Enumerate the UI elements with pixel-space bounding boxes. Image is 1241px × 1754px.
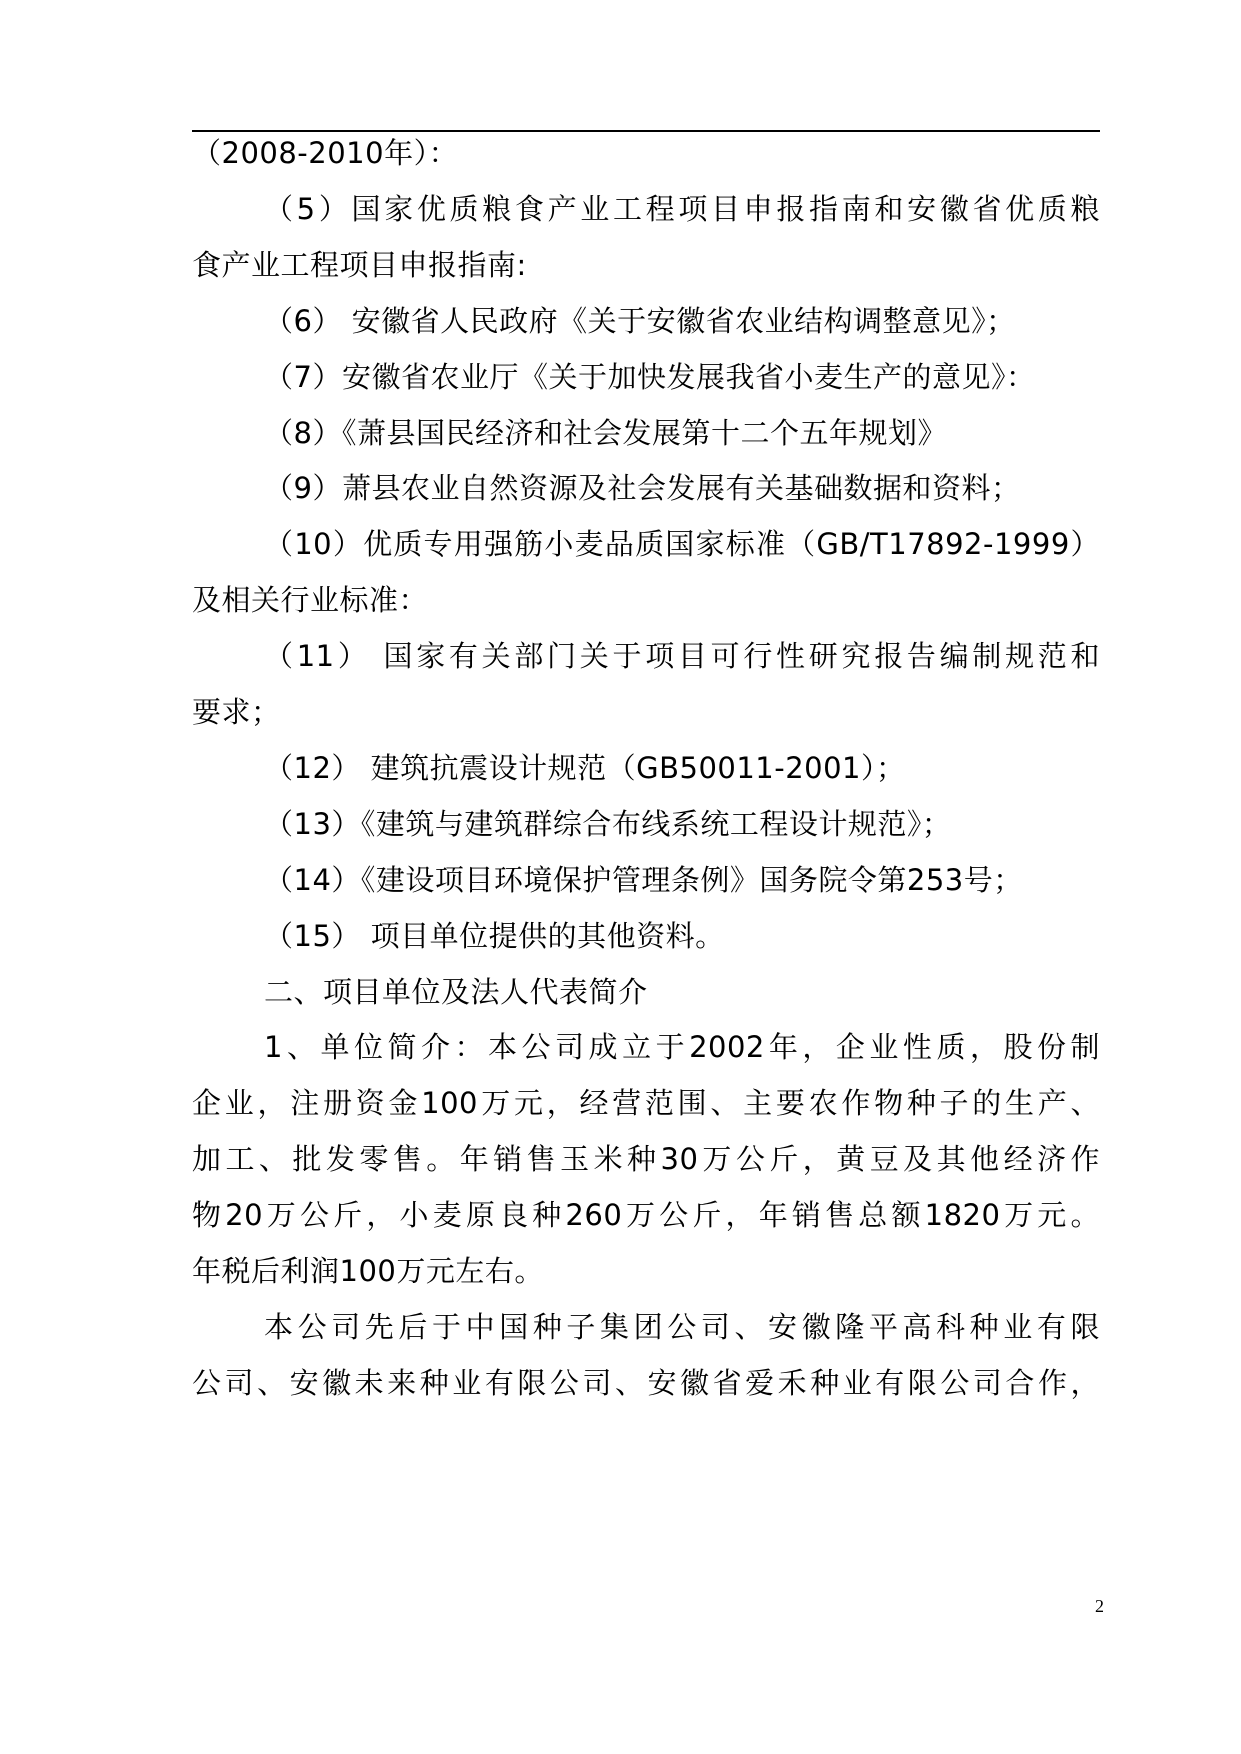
text-line: 企业，注册资金100万元，经营范围、主要农作物种子的生产、 — [192, 1086, 1100, 1121]
text-line: （6） 安徽省人民政府《关于安徽省农业结构调整意见》； — [264, 303, 1016, 338]
text-line: （5）国家优质粮食产业工程项目申报指南和安徽省优质粮 — [264, 191, 1100, 226]
page-number: 2 — [1095, 1596, 1104, 1616]
text-line: （2008-2010年）： — [192, 136, 459, 170]
text-line: （13）《建筑与建筑群综合布线系统工程设计规范》； — [264, 806, 952, 841]
text-line: 加工、批发零售。年销售玉米种30万公斤，黄豆及其他经济作 — [192, 1142, 1100, 1177]
text-line: （11） 国家有关部门关于项目可行性研究报告编制规范和 — [264, 639, 1100, 674]
text-line: （9）萧县农业自然资源及社会发展有关基础数据和资料； — [264, 471, 1021, 506]
text-line: （10）优质专用强筋小麦品质国家标准（GB/T17892-1999） — [264, 527, 1100, 562]
text-line: （14）《建设项目环境保护管理条例》国务院令第253号； — [264, 862, 1023, 897]
text-line: 年税后利润100万元左右。 — [192, 1254, 544, 1288]
text-line: 物20万公斤，小麦原良种260万公斤，年销售总额1820万元。 — [192, 1198, 1100, 1233]
text-line: （15） 项目单位提供的其他资料。 — [264, 918, 725, 953]
text-line: 二、项目单位及法人代表简介 — [264, 974, 648, 1009]
text-line: 本公司先后于中国种子集团公司、安徽隆平高科种业有限 — [264, 1309, 1100, 1344]
text-line: 1、单位简介：本公司成立于2002年，企业性质，股份制 — [264, 1030, 1100, 1065]
text-line: （12） 建筑抗震设计规范（GB50011-2001）； — [264, 750, 906, 785]
text-line: （8）《萧县国民经济和社会发展第十二个五年规划》 — [264, 415, 947, 450]
text-line: 食产业工程项目申报指南: — [192, 247, 527, 282]
text-line: 及相关行业标准： — [192, 583, 429, 618]
text-line: 要求； — [192, 695, 281, 729]
text-line: （7）安徽省农业厅《关于加快发展我省小麦生产的意见》： — [264, 359, 1036, 394]
text-line: 公司、安徽未来种业有限公司、安徽省爱禾种业有限公司合作， — [192, 1365, 1100, 1400]
